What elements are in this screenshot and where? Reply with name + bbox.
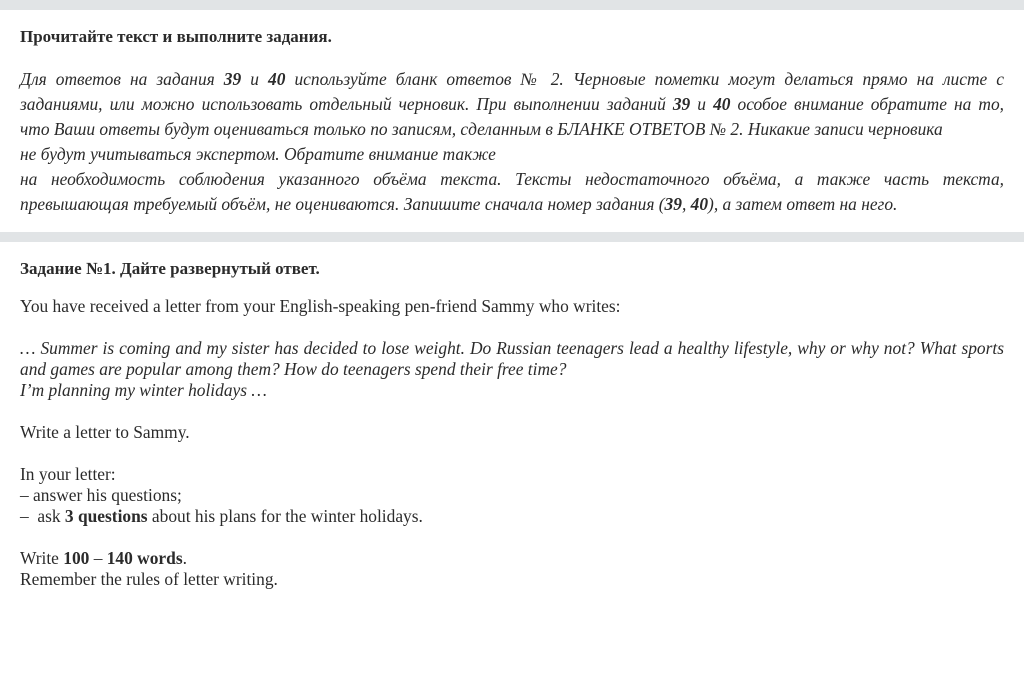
letter-excerpt	[20, 338, 1004, 401]
write-instruction: Write a letter to Sammy.	[20, 422, 190, 442]
text-span: –	[89, 548, 107, 568]
remember-note: Remember the rules of letter writing.	[20, 569, 278, 589]
text-span: ), а затем ответ на него.	[708, 194, 898, 214]
requirement-item	[20, 506, 1004, 527]
instructions-text	[20, 67, 1004, 217]
text-span: заданиями, или можно использовать отдельный черновик. При выполнении заданий	[20, 94, 673, 114]
letter-requirements	[20, 464, 1004, 527]
text-span: особое внимание обратите на то,	[730, 94, 1005, 114]
text-span: превышающая требуемый объём, не оцениваются. Запишите сначала номер задания (	[20, 194, 665, 214]
text-span: 3 questions	[64, 506, 148, 526]
section-divider	[0, 232, 1024, 242]
task-section	[0, 242, 1024, 590]
instructions-line: на необходимость соблюдения указанного объёма текста. Тексты недостаточного объёма, а также часть текста,	[20, 169, 1004, 189]
requirements-label: In your letter:	[20, 464, 116, 484]
letter-line: I’m planning my winter holidays …	[20, 380, 267, 400]
letter-line: … Summer is coming and my sister has decided to lose weight. Do Russian teenagers lead a healthy lifestyle, why or why not? What sports and games are popular among them? How do teenagers spend their free time?	[20, 338, 1004, 379]
text-span: about his plans for the winter holidays.	[147, 506, 423, 526]
word-count-block	[20, 548, 1004, 590]
text-span: и	[690, 94, 714, 114]
text-span: – ask	[20, 506, 65, 526]
task-prompt: You have received a letter from your English-speaking pen-friend Sammy who writes:	[20, 296, 621, 316]
task-number: 40	[713, 94, 731, 114]
task-heading: Задание №1. Дайте развернутый ответ.	[20, 259, 320, 278]
task-number: 39	[672, 94, 691, 114]
top-divider	[0, 0, 1024, 10]
task-number: 39	[664, 194, 682, 214]
instructions-line	[20, 192, 1004, 217]
word-count-max: 140 words	[106, 548, 183, 568]
instructions-line	[20, 67, 1004, 92]
text-span: ,	[681, 194, 691, 214]
instructions-line	[20, 92, 1004, 117]
instructions-section	[0, 10, 1024, 232]
text-span: Для ответов на задания	[20, 69, 224, 89]
text-span: и	[241, 69, 269, 89]
instructions-heading: Прочитайте текст и выполните задания.	[20, 27, 332, 46]
text-span: Write	[20, 548, 64, 568]
instructions-line: не будут учитываться экспертом. Обратите внимание также	[20, 144, 496, 164]
requirement-item: – answer his questions;	[20, 485, 182, 505]
text-span: .	[182, 548, 187, 568]
word-count-min: 100	[63, 548, 90, 568]
task-number: 40	[690, 194, 709, 214]
word-count-requirement	[20, 548, 1004, 569]
task-number: 40	[268, 69, 286, 89]
instructions-line: что Ваши ответы будут оцениваться только по записям, сделанным в БЛАНКЕ ОТВЕТОВ № 2. Никакие записи черновика	[20, 119, 943, 139]
task-number: 39	[223, 69, 242, 89]
text-span: используйте бланк ответов № 2. Черновые пометки могут делаться прямо на листе с	[285, 69, 1005, 89]
